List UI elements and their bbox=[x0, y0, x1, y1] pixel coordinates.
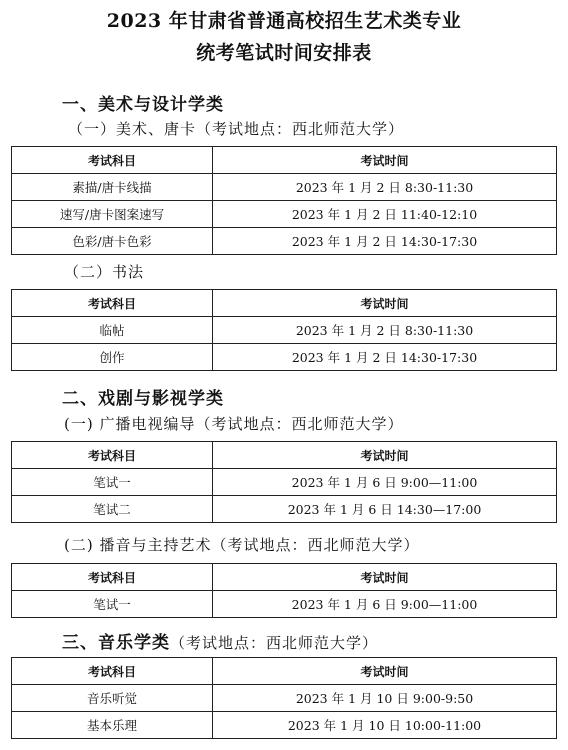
header-time: 考试时间 bbox=[213, 147, 557, 174]
cell-time: 2023 年 1 月 2 日 8:30-11:30 bbox=[213, 174, 557, 201]
cell-subject: 临帖 bbox=[12, 317, 213, 344]
section3-heading bbox=[62, 628, 378, 653]
table-s1-sub2 bbox=[11, 289, 557, 371]
header-subject: 考试科目 bbox=[12, 658, 213, 685]
table-row bbox=[12, 712, 557, 739]
header-subject: 考试科目 bbox=[12, 290, 213, 317]
table-s3 bbox=[11, 657, 557, 739]
cell-time: 2023 年 1 月 6 日 9:00—11:00 bbox=[213, 469, 557, 496]
table-row bbox=[12, 496, 557, 523]
cell-time: 2023 年 1 月 10 日 10:00-11:00 bbox=[213, 712, 557, 739]
section1-sub1-label: （一）美术、唐卡（考试地点：西北师范大学） bbox=[68, 120, 405, 138]
table-header-row bbox=[12, 290, 557, 317]
header-time: 考试时间 bbox=[213, 442, 557, 469]
table-row bbox=[12, 344, 557, 371]
table-row bbox=[12, 469, 557, 496]
section1-sub2-label: （二）书法 bbox=[64, 263, 145, 281]
table-header-row bbox=[12, 564, 557, 591]
section2-sub1-label: (一) 广播电视编导（考试地点：西北师范大学） bbox=[64, 415, 404, 433]
cell-subject: 基本乐理 bbox=[12, 712, 213, 739]
cell-time: 2023 年 1 月 2 日 8:30-11:30 bbox=[213, 317, 557, 344]
cell-subject: 创作 bbox=[12, 344, 213, 371]
page-title-line1: 2023 年甘肃省普通高校招生艺术类专业 bbox=[106, 10, 462, 32]
cell-subject: 色彩/唐卡色彩 bbox=[12, 228, 213, 255]
table-s1-sub1 bbox=[11, 146, 557, 255]
cell-subject: 素描/唐卡线描 bbox=[12, 174, 213, 201]
cell-subject: 笔试一 bbox=[12, 591, 213, 618]
table-row bbox=[12, 201, 557, 228]
table-row bbox=[12, 174, 557, 201]
cell-subject: 音乐听觉 bbox=[12, 685, 213, 712]
table-row bbox=[12, 685, 557, 712]
cell-subject: 笔试二 bbox=[12, 496, 213, 523]
table-row bbox=[12, 317, 557, 344]
header-subject: 考试科目 bbox=[12, 564, 213, 591]
section1-heading: 一、美术与设计学类 bbox=[62, 95, 224, 115]
section3-heading-text: 三、音乐学类 bbox=[62, 633, 170, 653]
table-s2-sub1 bbox=[11, 441, 557, 523]
table-row bbox=[12, 228, 557, 255]
table-header-row bbox=[12, 658, 557, 685]
cell-time: 2023 年 1 月 2 日 11:40-12:10 bbox=[213, 201, 557, 228]
table-s2-sub2 bbox=[11, 563, 557, 618]
header-time: 考试时间 bbox=[213, 564, 557, 591]
header-time: 考试时间 bbox=[213, 658, 557, 685]
header-subject: 考试科目 bbox=[12, 442, 213, 469]
cell-time: 2023 年 1 月 6 日 9:00—11:00 bbox=[213, 591, 557, 618]
section3-location: （考试地点：西北师范大学） bbox=[170, 634, 379, 652]
cell-subject: 速写/唐卡图案速写 bbox=[12, 201, 213, 228]
section2-heading: 二、戏剧与影视学类 bbox=[62, 389, 224, 409]
cell-time: 2023 年 1 月 10 日 9:00-9:50 bbox=[213, 685, 557, 712]
cell-subject: 笔试一 bbox=[12, 469, 213, 496]
header-time: 考试时间 bbox=[213, 290, 557, 317]
page-title-line2: 统考笔试时间安排表 bbox=[196, 42, 372, 64]
table-header-row bbox=[12, 442, 557, 469]
cell-time: 2023 年 1 月 2 日 14:30-17:30 bbox=[213, 228, 557, 255]
cell-time: 2023 年 1 月 2 日 14:30-17:30 bbox=[213, 344, 557, 371]
header-subject: 考试科目 bbox=[12, 147, 213, 174]
table-header-row bbox=[12, 147, 557, 174]
table-row bbox=[12, 591, 557, 618]
section2-sub2-label: (二) 播音与主持艺术（考试地点：西北师范大学） bbox=[64, 536, 420, 554]
cell-time: 2023 年 1 月 6 日 14:30—17:00 bbox=[213, 496, 557, 523]
